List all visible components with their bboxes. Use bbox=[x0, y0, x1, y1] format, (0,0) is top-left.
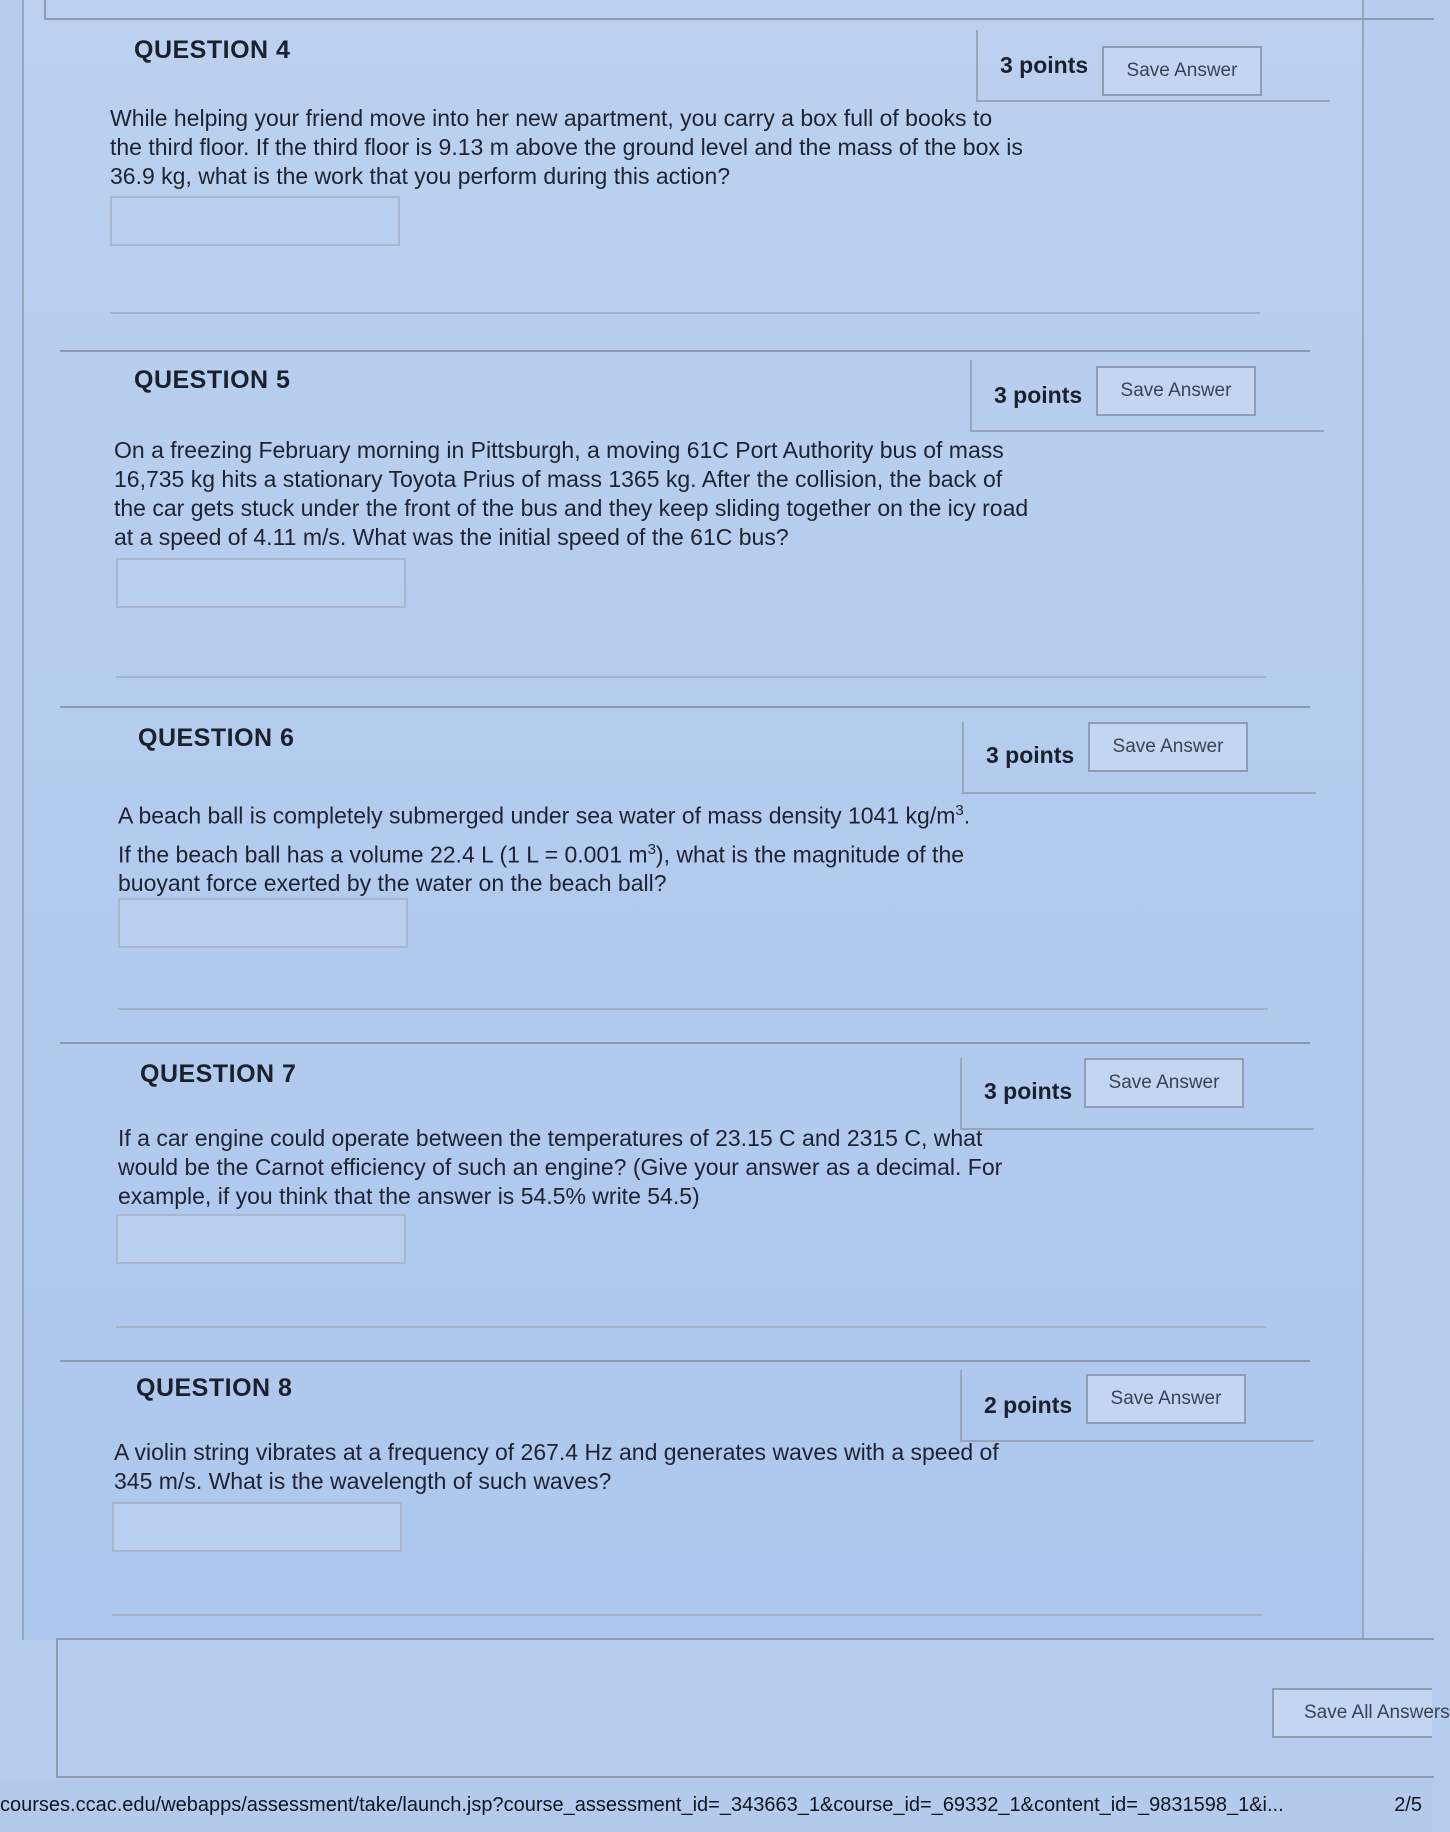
save-answer-button[interactable]: Save Answer bbox=[1102, 46, 1262, 96]
question-7 bbox=[60, 1042, 1330, 1362]
question-title: QUESTION 6 bbox=[138, 724, 295, 752]
question-text-part: ), what is the magnitude of the buoyant force exerted by the water on the beach ball? bbox=[118, 841, 965, 897]
superscript: 3 bbox=[647, 840, 656, 858]
question-4 bbox=[60, 20, 1330, 350]
question-text bbox=[118, 1124, 1038, 1211]
question-points: 3 points bbox=[1000, 52, 1089, 78]
question-text-part: . bbox=[963, 802, 971, 829]
answer-input[interactable] bbox=[118, 898, 408, 948]
submission-footer bbox=[56, 1638, 1434, 1778]
save-all-answers-button[interactable]: Save All Answers bbox=[1272, 1688, 1432, 1738]
question-points: 3 points bbox=[994, 382, 1083, 408]
question-points-box bbox=[976, 30, 1330, 102]
question-points-box bbox=[960, 1058, 1314, 1130]
save-answer-button[interactable]: Save Answer bbox=[1096, 366, 1256, 416]
question-separator bbox=[60, 350, 1310, 352]
question-text-line-1 bbox=[118, 796, 1038, 831]
question-separator bbox=[60, 1360, 1310, 1362]
question-divider bbox=[118, 1008, 1268, 1010]
question-text-part: If the beach ball has a volume 22.4 L (1 L = 0.001 m bbox=[118, 841, 648, 868]
question-divider bbox=[116, 676, 1266, 678]
question-title: QUESTION 5 bbox=[134, 366, 291, 394]
question-text bbox=[110, 104, 1030, 191]
page-number: 2/5 bbox=[1394, 1794, 1422, 1816]
question-separator bbox=[60, 1042, 1310, 1044]
question-text bbox=[114, 1438, 1034, 1496]
question-text-body: If a car engine could operate between the temperatures of 23.15 C and 2315 C, what would be the Carnot efficiency of such an engine? (Give your answer as a decimal. For example, if you think that the answer is 54.5% write 54.5) bbox=[118, 1125, 1003, 1209]
question-text bbox=[118, 796, 1038, 898]
question-separator bbox=[60, 706, 1310, 708]
superscript: 3 bbox=[955, 802, 964, 819]
question-5 bbox=[60, 350, 1330, 700]
save-answer-button[interactable]: Save Answer bbox=[1086, 1374, 1246, 1424]
question-points: 3 points bbox=[986, 742, 1075, 768]
question-points-box bbox=[970, 360, 1324, 432]
question-title: QUESTION 4 bbox=[134, 36, 291, 64]
answer-input[interactable] bbox=[116, 558, 406, 608]
save-answer-button[interactable]: Save Answer bbox=[1084, 1058, 1244, 1108]
question-points: 3 points bbox=[984, 1078, 1073, 1104]
question-text-part: A beach ball is completely submerged under sea water of mass density 1041 kg/m bbox=[118, 802, 956, 829]
question-text bbox=[114, 436, 1034, 552]
question-8 bbox=[60, 1360, 1330, 1640]
question-points: 2 points bbox=[984, 1392, 1073, 1418]
question-title: QUESTION 7 bbox=[140, 1060, 297, 1088]
page-url: courses.ccac.edu/webapps/assessment/take/launch.jsp?course_assessment_id=_343663_1&course_id=_69332_1&content_id=_9831598_1&i... bbox=[0, 1794, 1284, 1816]
question-divider bbox=[116, 1326, 1266, 1328]
question-text-line-2 bbox=[118, 835, 1038, 899]
previous-question-bottom-edge bbox=[44, 0, 1434, 20]
question-points-box bbox=[962, 722, 1316, 794]
answer-input[interactable] bbox=[112, 1502, 402, 1552]
question-text-body: On a freezing February morning in Pittsburgh, a moving 61C Port Authority bus of mass 16,735 kg hits a stationary Toyota Prius of mass 1365 kg. After the collision, the back of the car gets stuck under the front of the bus and they keep sliding together on the icy road at a speed of 4.11 m/s. What was the initial speed of the 61C bus? bbox=[114, 437, 1029, 550]
question-text-body: A violin string vibrates at a frequency of 267.4 Hz and generates waves with a speed of 345 m/s. What is the wavelength of such waves? bbox=[114, 1439, 999, 1494]
question-divider bbox=[112, 1614, 1262, 1616]
question-text-body: While helping your friend move into her new apartment, you carry a box full of books to the third floor. If the third floor is 9.13 m above the ground level and the mass of the box is 36.9 kg, what is the work that you perform during this action? bbox=[110, 105, 1023, 189]
question-title: QUESTION 8 bbox=[136, 1374, 293, 1402]
answer-input[interactable] bbox=[110, 196, 400, 246]
question-6 bbox=[60, 706, 1330, 1042]
question-points-box bbox=[960, 1370, 1314, 1442]
print-footer-bar bbox=[0, 1780, 1432, 1832]
question-divider bbox=[110, 312, 1260, 314]
answer-input[interactable] bbox=[116, 1214, 406, 1264]
save-answer-button[interactable]: Save Answer bbox=[1088, 722, 1248, 772]
